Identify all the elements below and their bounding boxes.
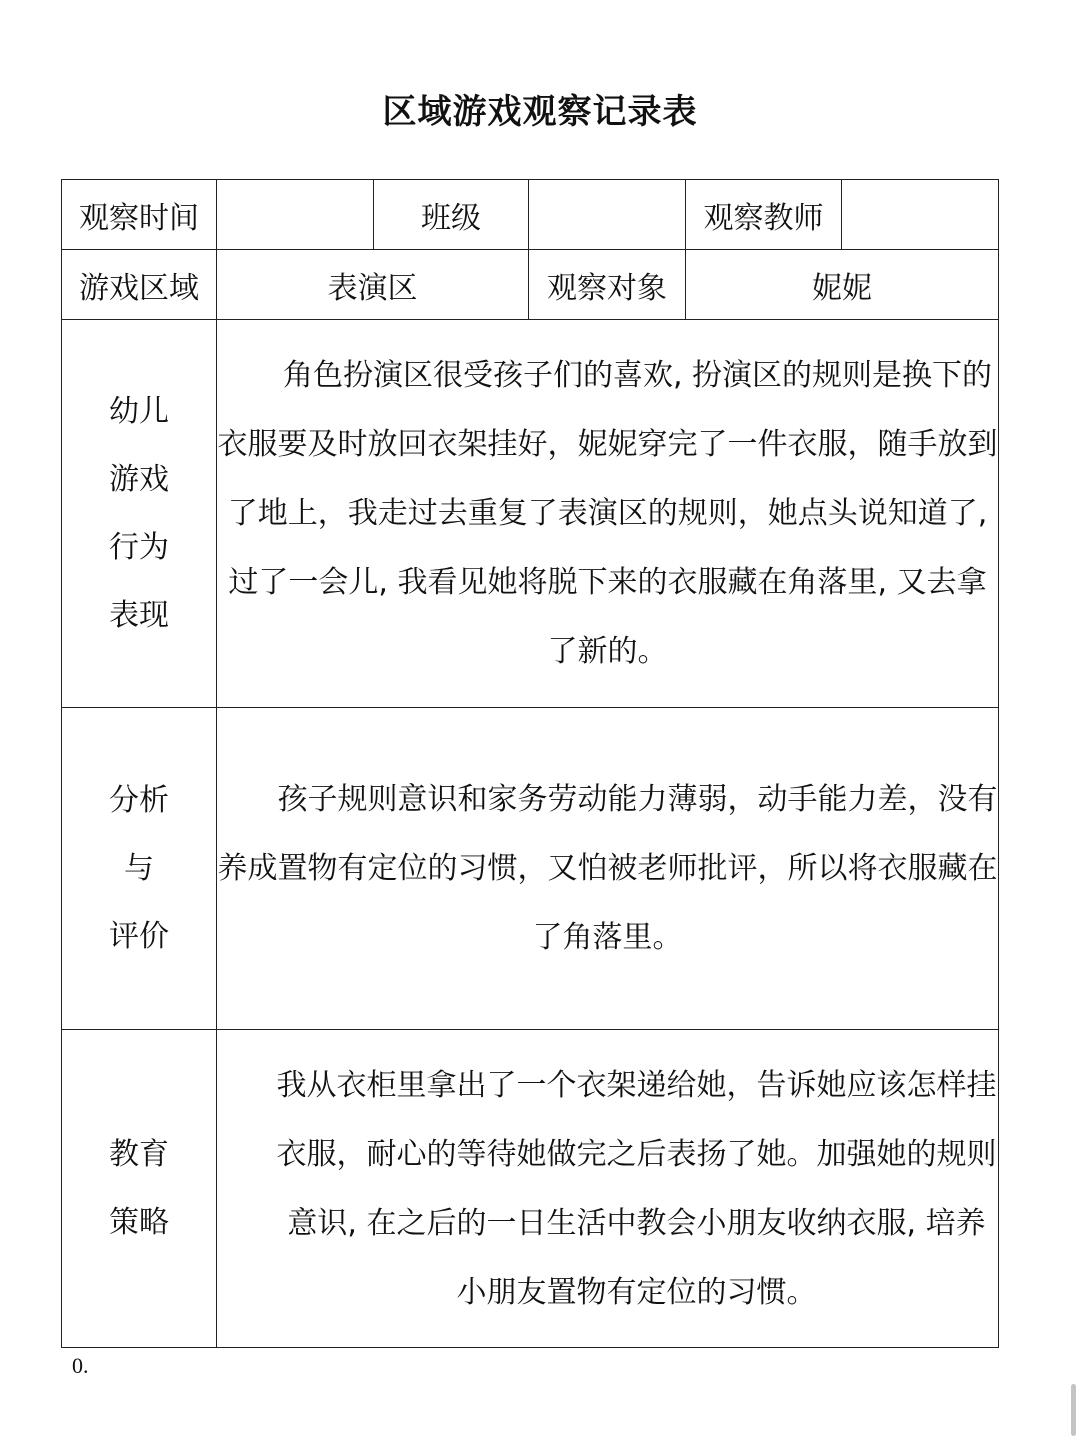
analysis-row — [62, 708, 999, 1030]
strategy-row — [62, 1030, 999, 1348]
strategy-label-line: 策略 — [109, 1204, 169, 1240]
game-area-value: 表演区 — [217, 250, 529, 320]
strategy-text-cell — [217, 1030, 999, 1348]
analysis-label-line: 分析 — [109, 782, 169, 818]
behavior-label — [62, 320, 217, 708]
observing-teacher-label: 观察教师 — [686, 180, 842, 250]
behavior-text: 角色扮演区很受孩子们的喜欢, 扮演区的规则是换下的衣服要及时放回衣架挂好，妮妮穿完了一件衣服，随手放到了地上，我走过去重复了表演区的规则，她点头说知道了, 过了一会儿, 我看见她将脱下来的衣服藏在角落里, 又去拿了新的。 — [217, 358, 998, 669]
strategy-text: 我从衣柜里拿出了一个衣架递给她，告诉她应该怎样挂衣服，耐心的等待她做完之后表扬了她。加强她的规则意识, 在之后的一日生活中教会小朋友收纳衣服, 培养小朋友置物有定位的习惯。 — [276, 1067, 997, 1310]
header-row — [62, 180, 999, 250]
info-row — [62, 250, 999, 320]
observation-time-label: 观察时间 — [62, 180, 217, 250]
behavior-label-line: 幼儿 — [109, 393, 169, 429]
scrollbar-thumb[interactable] — [1071, 1384, 1076, 1436]
analysis-label — [62, 708, 217, 1030]
behavior-text-cell — [217, 320, 999, 708]
behavior-label-line: 表现 — [109, 597, 169, 633]
observation-subject-label: 观察对象 — [529, 250, 686, 320]
class-value — [529, 180, 686, 250]
game-area-label: 游戏区域 — [62, 250, 217, 320]
strategy-label — [62, 1030, 217, 1348]
analysis-label-line: 与 — [124, 850, 154, 886]
footer-mark: 0. — [72, 1353, 89, 1378]
analysis-text: 孩子规则意识和家务劳动能力薄弱，动手能力差，没有养成置物有定位的习惯，又怕被老师批评，所以将衣服藏在了角落里。 — [217, 782, 998, 955]
behavior-label-line: 游戏 — [109, 461, 169, 497]
observation-time-value — [217, 180, 374, 250]
strategy-label-line: 教育 — [109, 1136, 169, 1172]
page-title: 区域游戏观察记录表 — [382, 92, 698, 132]
class-label: 班级 — [374, 180, 529, 250]
observation-record-table — [61, 179, 999, 1348]
observing-teacher-value — [842, 180, 999, 250]
behavior-row — [62, 320, 999, 708]
behavior-label-line: 行为 — [109, 529, 169, 565]
observation-subject-value: 妮妮 — [686, 250, 999, 320]
analysis-label-line: 评价 — [109, 918, 169, 954]
analysis-text-cell — [217, 708, 999, 1030]
